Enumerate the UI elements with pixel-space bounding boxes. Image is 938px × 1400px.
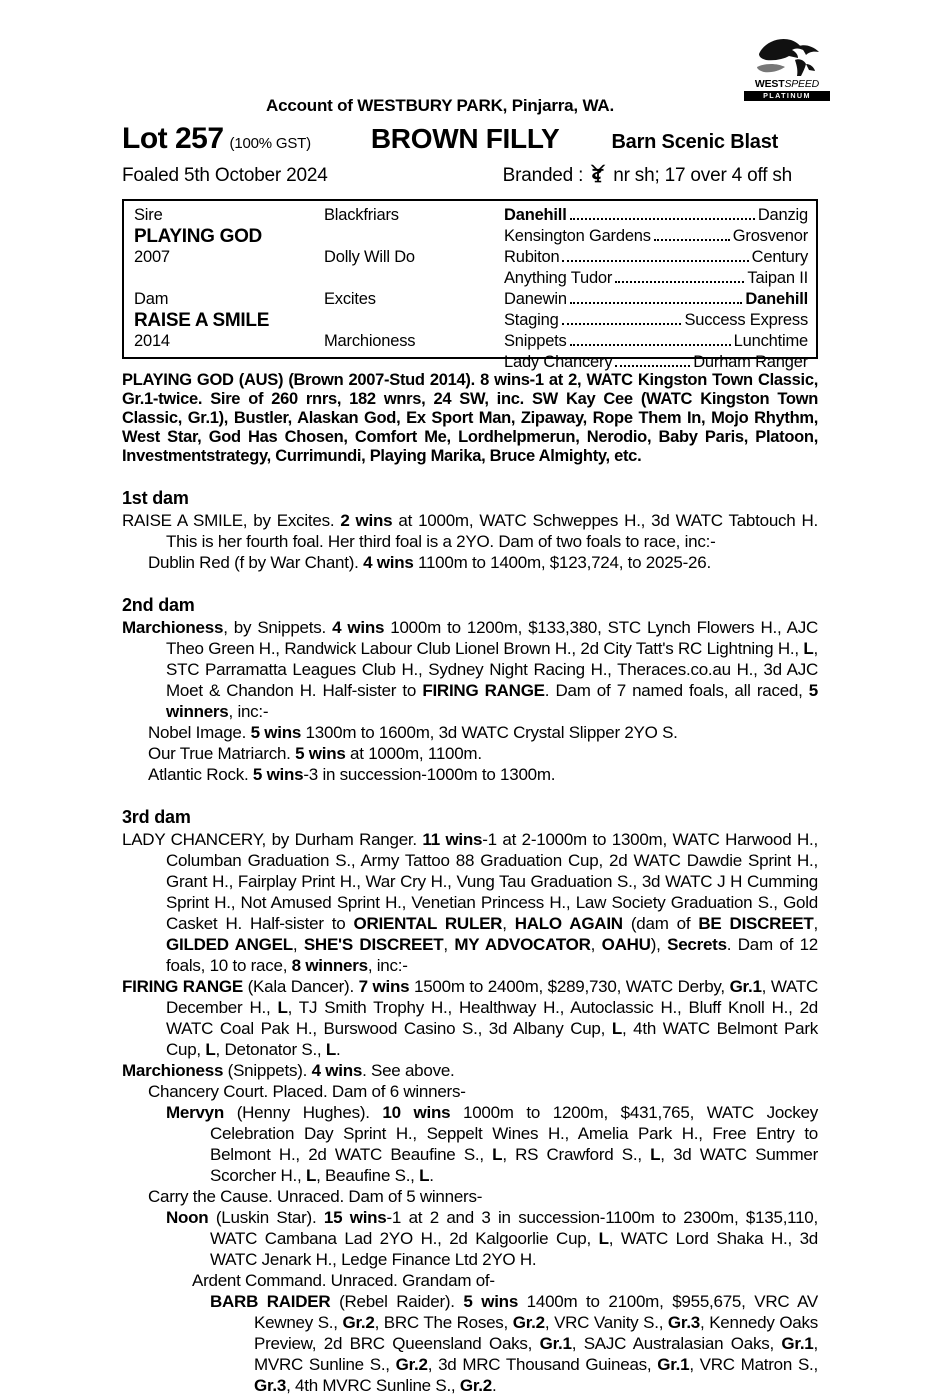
sire-summary-paragraph: PLAYING GOD (AUS) (Brown 2007-Stud 2014). 8 wins-1 at 2, WATC Kingston Town Classic, Gr.1-twice. Sire of 260 rnrs, 182 wnrs, 24 SW, inc. SW Kay Cee (WATC Kingston Town Classic, Gr.1), Bustler, Alaskan God, Ex Sport Man, Zipaway, Rope Them In, Mojo Rhythm, West Star, God Has Chosen, Comfort Me, Lordhelpmerun, Nerodio, Baby Paris, Platoon, Investmentstrategy, Currimundi, Playing Marika, Bruce Almighty, etc. <box>122 371 818 465</box>
pedigree-text-line: RAISE A SMILE, by Excites. 2 wins at 1000m, WATC Schweppes H., 3d WATC Tabtouch H. This is her fourth foal. Her third foal is a 2YO. Dam of two foals to race, inc:- <box>122 511 819 551</box>
pedigree-text-line: Dublin Red (f by War Chant). 4 wins 1100m to 1400m, $123,724, to 2025-26. <box>148 553 711 572</box>
pedigree-gen4-sire: Century <box>751 248 808 266</box>
branded-group <box>503 159 792 187</box>
pedigree-gen3-cell <box>504 226 816 247</box>
leader-dots <box>562 260 748 262</box>
pedigree-gen1-cell: 2007 <box>134 248 170 266</box>
pedigree-row <box>124 268 816 289</box>
logo-word-west: WEST <box>754 78 785 90</box>
pedigree-row <box>124 310 816 331</box>
pedigree-gen3-name: Snippets <box>504 332 567 350</box>
branded-label: Branded : <box>502 165 584 186</box>
gst-note: (100% GST) <box>229 135 311 152</box>
pedigree-text-line: Carry the Cause. Unraced. Dam of 5 winners- <box>148 1187 483 1206</box>
westspeed-platinum-logo <box>744 34 830 101</box>
leader-dots <box>654 239 730 241</box>
pedigree-row <box>124 247 816 268</box>
lot-number: Lot 257 <box>122 122 224 155</box>
pedigree-gen3-cell <box>504 205 816 226</box>
pedigree-table <box>122 199 818 371</box>
pedigree-gen3-name: Danewin <box>504 290 567 308</box>
pedigree-row <box>124 226 816 247</box>
leader-dots <box>570 302 743 304</box>
dam-heading: 2nd dam <box>122 595 195 615</box>
pedigree-gen3-cell <box>504 289 816 310</box>
pedigree-gen4-sire: Danzig <box>757 206 808 224</box>
leader-dots <box>570 344 731 346</box>
logo-wordmark <box>744 79 830 90</box>
pedigree-gen4-sire: Grosvenor <box>732 227 808 245</box>
pedigree-gen4-sire: Success Express <box>684 311 808 329</box>
pedigree-text-line: Atlantic Rock. 5 wins-3 in succession-1000m to 1300m. <box>148 765 556 784</box>
pedigree-gen1-cell: Dam <box>134 290 169 308</box>
pedigree-gen3-name: Danehill <box>504 206 567 224</box>
pedigree-gen3-cell <box>504 331 816 352</box>
pedigree-gen4-sire: Danehill <box>745 290 808 308</box>
dam-heading: 3rd dam <box>122 807 191 827</box>
pedigree-gen2-cell <box>324 352 504 373</box>
pedigree-text-line: FIRING RANGE (Kala Dancer). 7 wins 1500m to 2400m, $289,730, WATC Derby, Gr.1, WATC December H., L, TJ Smith Trophy H., Healthway H., Autoclassic H., Bluff Knoll H., 2d WATC Coal Pak H., Burswood Casino S., 3d Albany Cup, L, 4th WATC Belmont Park Cup, L, Detonator S., L. <box>122 977 818 1059</box>
sex-and-colour: BROWN FILLY <box>370 123 560 154</box>
pedigree-gen1-cell <box>124 268 324 289</box>
dam-heading: 1st dam <box>122 488 189 508</box>
pedigree-text-line: Marchioness (Snippets). 4 wins. See above. <box>122 1061 455 1080</box>
pedigree-gen3-name: Rubiton <box>504 248 560 266</box>
pedigree-text-line: BARB RAIDER (Rebel Raider). 5 wins 1400m to 2100m, $955,675, VRC AV Kewney S., Gr.2, BRC The Roses, Gr.2, VRC Vanity S., Gr.3, Kennedy Oaks Preview, 2d BRC Queensland Oaks, Gr.1, SAJC Australasian Oaks, Gr.1, MVRC Sunline S., Gr.2, 3d MRC Thousand Guineas, Gr.1, VRC Matron S., Gr.3, 4th MVRC Sunline S., Gr.2. <box>210 1292 818 1395</box>
leader-dots <box>615 281 744 283</box>
leader-dots <box>615 365 690 367</box>
pedigree-text-line: Nobel Image. 5 wins 1300m to 1600m, 3d WATC Crystal Slipper 2YO S. <box>148 723 678 742</box>
pedigree-gen3-cell <box>504 268 816 289</box>
barn-label: Barn Scenic Blast <box>611 131 779 153</box>
pedigree-gen1-cell <box>124 352 324 373</box>
pedigree-gen1-cell: Sire <box>134 206 163 224</box>
pedigree-text-line: Marchioness, by Snippets. 4 wins 1000m to 1200m, $133,380, STC Lynch Flowers H., AJC Theo Green H., Randwick Labour Club Lionel Brown H., 2d City Tatt's RC Lightning H., L, STC Parramatta Leagues Club H., Sydney Night Racing H., Theraces.co.au H., 3d AJC Moet & Chandon H. Half-sister to FIRING RANGE. Dam of 7 named foals, all raced, 5 winners, inc:- <box>122 618 819 721</box>
pedigree-row <box>124 205 816 226</box>
pedigree-gen1-cell: 2014 <box>134 332 170 350</box>
pedigree-gen4-sire: Taipan II <box>747 269 808 287</box>
pedigree-gen2-cell <box>324 310 504 331</box>
branded-description: nr sh; 17 over 4 off sh <box>613 165 793 186</box>
pedigree-text-line: Ardent Command. Unraced. Grandam of- <box>192 1271 495 1290</box>
pedigree-row <box>124 352 816 373</box>
pedigree-gen3-name: Lady Chancery <box>504 353 613 371</box>
pedigree-gen2-cell: Excites <box>324 290 376 308</box>
lot-title-row <box>122 122 818 156</box>
leader-dots <box>570 218 755 220</box>
foaled-and-brand-row <box>122 159 818 187</box>
pedigree-row <box>124 331 816 352</box>
horse-silhouette-icon <box>751 34 823 80</box>
leader-dots <box>562 323 682 325</box>
pedigree-gen3-cell <box>504 352 816 373</box>
brand-mark-icon <box>587 162 609 184</box>
pedigree-text-line: LADY CHANCERY, by Durham Ranger. 11 wins-1 at 2-1000m to 1300m, WATC Harwood H., Columban Graduation S., Army Tattoo 88 Graduation Cup, 2d WATC Dawdie Sprint H., Grant H., Fairplay Print H., War Cry H., Vung Tau Graduation S., 3d WATC J H Cumming Sprint H., Not Amused Sprint H., Venetian Princess H., Law Society Graduation S., Gold Casket H. Half-sister to ORIENTAL RULER, HALO AGAIN (dam of BE DISCREET, GILDED ANGEL, SHE'S DISCREET, MY ADVOCATOR, OAHU), Secrets. Dam of 12 foals, 10 to race, 8 winners, inc:- <box>122 830 819 975</box>
pedigree-gen4-sire: Lunchtime <box>733 332 808 350</box>
pedigree-text-line: Noon (Luskin Star). 15 wins-1 at 2 and 3 in succession-1100m to 2300m, $135,110, WATC Cambana Lad 2YO H., 2d Kalgoorlie Cup, L, WATC Lord Shaka H., 3d WATC Jenark H., Ledge Finance Ltd 2YO H. <box>166 1208 818 1269</box>
pedigree-gen3-cell <box>504 247 816 268</box>
pedigree-text-line: Chancery Court. Placed. Dam of 6 winners- <box>148 1082 466 1101</box>
logo-word-speed: SPEED <box>784 78 820 90</box>
pedigree-gen3-cell <box>504 310 816 331</box>
logo-tier-badge: PLATINUM <box>744 91 830 101</box>
pedigree-gen3-name: Kensington Gardens <box>504 227 651 245</box>
pedigree-gen2-cell: Blackfriars <box>324 206 399 224</box>
account-line: Account of WESTBURY PARK, Pinjarra, WA. <box>266 96 614 115</box>
foaled-date: Foaled 5th October 2024 <box>122 165 328 186</box>
pedigree-text-line: Mervyn (Henny Hughes). 10 wins 1000m to 1200m, $431,765, WATC Jockey Celebration Day Sprint H., Seppelt Wines H., Amelia Park H., Free Entry to Belmont H., 2d WATC Beaufine S., L, RS Crawford S., L, 3d WATC Summer Scorcher H., L, Beaufine S., L. <box>166 1103 819 1185</box>
pedigree-gen3-name: Anything Tudor <box>504 269 613 287</box>
dam-families <box>122 488 818 1396</box>
pedigree-row <box>124 289 816 310</box>
pedigree-gen1-cell: PLAYING GOD <box>134 226 262 247</box>
pedigree-text-line: Our True Matriarch. 5 wins at 1000m, 1100m. <box>148 744 482 763</box>
pedigree-gen3-name: Staging <box>504 311 559 329</box>
pedigree-gen2-cell: Marchioness <box>324 332 416 350</box>
pedigree-gen1-cell: RAISE A SMILE <box>134 310 270 331</box>
pedigree-gen2-cell: Dolly Will Do <box>324 248 415 266</box>
pedigree-gen2-cell <box>324 268 504 289</box>
pedigree-gen2-cell <box>324 226 504 247</box>
pedigree-gen4-sire: Durham Ranger <box>693 353 808 371</box>
